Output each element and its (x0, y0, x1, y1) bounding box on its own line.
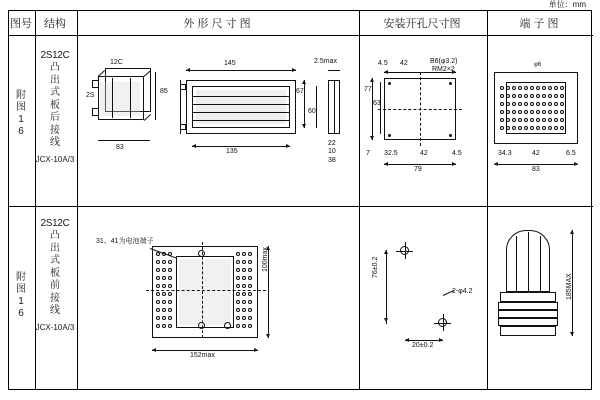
r1-term-phi6: φ6 (534, 62, 542, 68)
row-divider (9, 206, 593, 207)
r1-term-83: 83 (532, 166, 540, 173)
r1-label-10: 10 (328, 148, 336, 155)
row1-struct-lines: 凸 出 式 板 后 接 线 (50, 62, 60, 148)
r2-cut-phi42: 2-φ4.2 (452, 288, 473, 295)
r1-label-85: 85 (160, 88, 168, 95)
r2-label-152max: 152max (190, 352, 215, 359)
r1-term-343: 34.3 (498, 150, 512, 157)
r2-cut-20: 20±0.2 (412, 342, 434, 349)
r1-label-25max: 2.5max (314, 58, 337, 65)
r1-cut-45a: 4.5 (378, 60, 388, 67)
r2-term-185max: 185MAX (566, 273, 573, 300)
r1-term-42: 42 (532, 150, 540, 157)
r1-cut-7: 7 (366, 150, 370, 157)
row2-code: 附 图 1 6 (16, 272, 26, 319)
r1-term-65: 6.5 (566, 150, 576, 157)
header-struct: 结构 (44, 18, 66, 30)
row1-code: 附 图 1 6 (16, 90, 26, 137)
r1-label-12c: 12C (110, 59, 123, 66)
r1-cut-rm2: RM2×2 (432, 66, 455, 73)
r1-cut-45b: 4.5 (452, 150, 462, 157)
r2-cut-76: 76±0.2 (372, 256, 379, 278)
r1-tab-b (92, 108, 99, 116)
header-code: 图号 (10, 18, 32, 30)
col-divider-2 (77, 11, 78, 389)
header-outline: 外 形 尺 寸 图 (183, 18, 251, 30)
row2-struct (34, 218, 76, 334)
unit-note: 单位：mm (548, 0, 586, 9)
row1-series: JCX-10A/3 (35, 154, 75, 164)
row1-model: 2S12C (40, 50, 70, 61)
r1-cut-325: 32.5 (384, 150, 398, 157)
r1-tab-a (92, 80, 99, 88)
r1-label-38: 38 (328, 157, 336, 164)
row2-series: JCX-10A/3 (35, 322, 75, 332)
header-terminal: 端 子 图 (519, 18, 559, 30)
r1-cut-77: 77 (364, 86, 372, 93)
r1-cut-42a: 42 (400, 60, 408, 67)
row2-struct-lines: 凸 出 式 板 前 接 线 (50, 230, 60, 316)
r1-label-135: 135 (226, 148, 238, 155)
row1-struct (34, 50, 76, 166)
r1-label-60: 60 (308, 108, 316, 115)
header-cutout: 安装开孔尺寸图 (383, 18, 461, 30)
r1-label-67: 67 (296, 88, 304, 95)
r1-label-83: 83 (116, 144, 124, 151)
r1-label-2s: 2S (86, 92, 95, 99)
r1-cut-42b: 42 (420, 150, 428, 157)
r1-label-22: 22 (328, 140, 336, 147)
r2-note-battery: 31、41为电池端子 (96, 238, 154, 245)
r2-label-100max: 100max (262, 247, 269, 272)
col-divider-4 (487, 11, 488, 389)
r1-label-145: 145 (224, 60, 236, 67)
r1-cut-63: 63 (373, 100, 381, 107)
r1-cut-b6: B6(φ3.2) (430, 58, 458, 65)
row2-model: 2S12C (40, 218, 70, 229)
header-divider (9, 35, 593, 36)
col-divider-3 (359, 11, 360, 389)
r1-cut-79: 79 (414, 166, 422, 173)
